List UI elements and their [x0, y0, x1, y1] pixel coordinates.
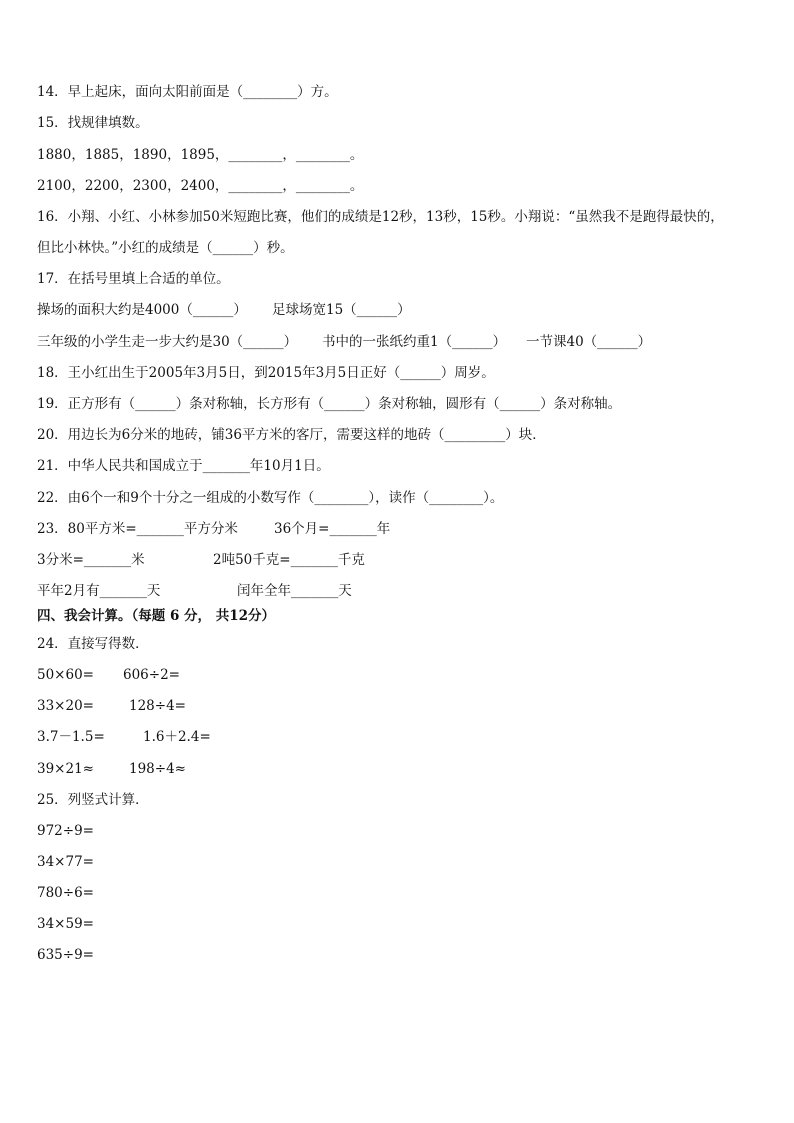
q17-item-paper: 书中的一张纸约重1（______）: [322, 334, 507, 350]
question-18: 18．王小红出生于2005年3月5日，到2015年3月5日正好（______）周岁。: [37, 365, 495, 381]
question-24-title: 24．直接写得数．: [37, 636, 149, 652]
q24-expression: 1.6＋2.4=: [143, 729, 211, 745]
question-15-row-1: 1880，1885，1890，1895，________，________。: [37, 147, 364, 163]
question-22: 22．由6个一和9个十分之一组成的小数写作（________），读作（________）。: [37, 490, 504, 506]
q24-expression: 50×60=: [37, 667, 94, 683]
question-15-title: 15．找规律填数。: [37, 115, 149, 131]
q24-expression: 33×20=: [37, 698, 94, 714]
q25-expression: 34×77=: [37, 854, 94, 870]
question-16-line-1: 16．小翔、小红、小林参加50米短跑比赛，他们的成绩是12秒，13秒，15秒。小翔说：“虽然我不是跑得最快的，: [37, 209, 724, 225]
question-21: 21．中华人民共和国成立于_______年10月1日。: [37, 458, 330, 474]
q24-expression: 3.7－1.5=: [37, 729, 105, 745]
q25-expression: 635÷9=: [37, 947, 94, 963]
q23-item-d: 2吨50千克=_______千克: [213, 552, 365, 568]
q17-item-football: 足球场宽15（______）: [272, 302, 411, 318]
question-25-title: 25．列竖式计算．: [37, 792, 149, 808]
q24-expression: 198÷4≈: [129, 761, 186, 777]
question-15-row-2: 2100，2200，2300，2400，________，________。: [37, 178, 364, 194]
q23-item-c: 3分米=_______米: [37, 552, 145, 568]
q23-item-e: 平年2月有_______天: [37, 583, 161, 599]
q17-item-step: 三年级的小学生走一步大约是30（______）: [37, 334, 298, 350]
q24-expression: 128÷4=: [129, 698, 186, 714]
q23-item-f: 闰年全年_______天: [237, 583, 352, 599]
q17-item-lesson: 一节课40（______）: [526, 334, 652, 350]
q25-expression: 780÷6=: [37, 885, 94, 901]
question-14: 14．早上起床，面向太阳前面是（________）方。: [37, 84, 338, 100]
question-17-title: 17．在括号里填上合适的单位。: [37, 271, 230, 287]
q24-expression: 606÷2=: [123, 667, 180, 683]
q23-item-a: 23．80平方米=_______平方分米: [37, 521, 238, 537]
q24-expression: 39×21≈: [37, 761, 94, 777]
question-20: 20．用边长为6分米的地砖，铺36平方米的客厅，需要这样的地砖（_________）块．: [37, 427, 546, 443]
section-4-heading: 四、我会计算。（每题 6 分， 共12分）: [37, 608, 276, 624]
q23-item-b: 36个月=_______年: [274, 521, 391, 537]
question-16-line-2: 但比小林快。”小红的成绩是（______）秒。: [37, 240, 294, 256]
q17-item-playground: 操场的面积大约是4000（______）: [37, 302, 247, 318]
question-19: 19．正方形有（______）条对称轴，长方形有（______）条对称轴，圆形有（______）条对称轴。: [37, 396, 622, 412]
q25-expression: 34×59=: [37, 916, 94, 932]
q25-expression: 972÷9=: [37, 823, 94, 839]
